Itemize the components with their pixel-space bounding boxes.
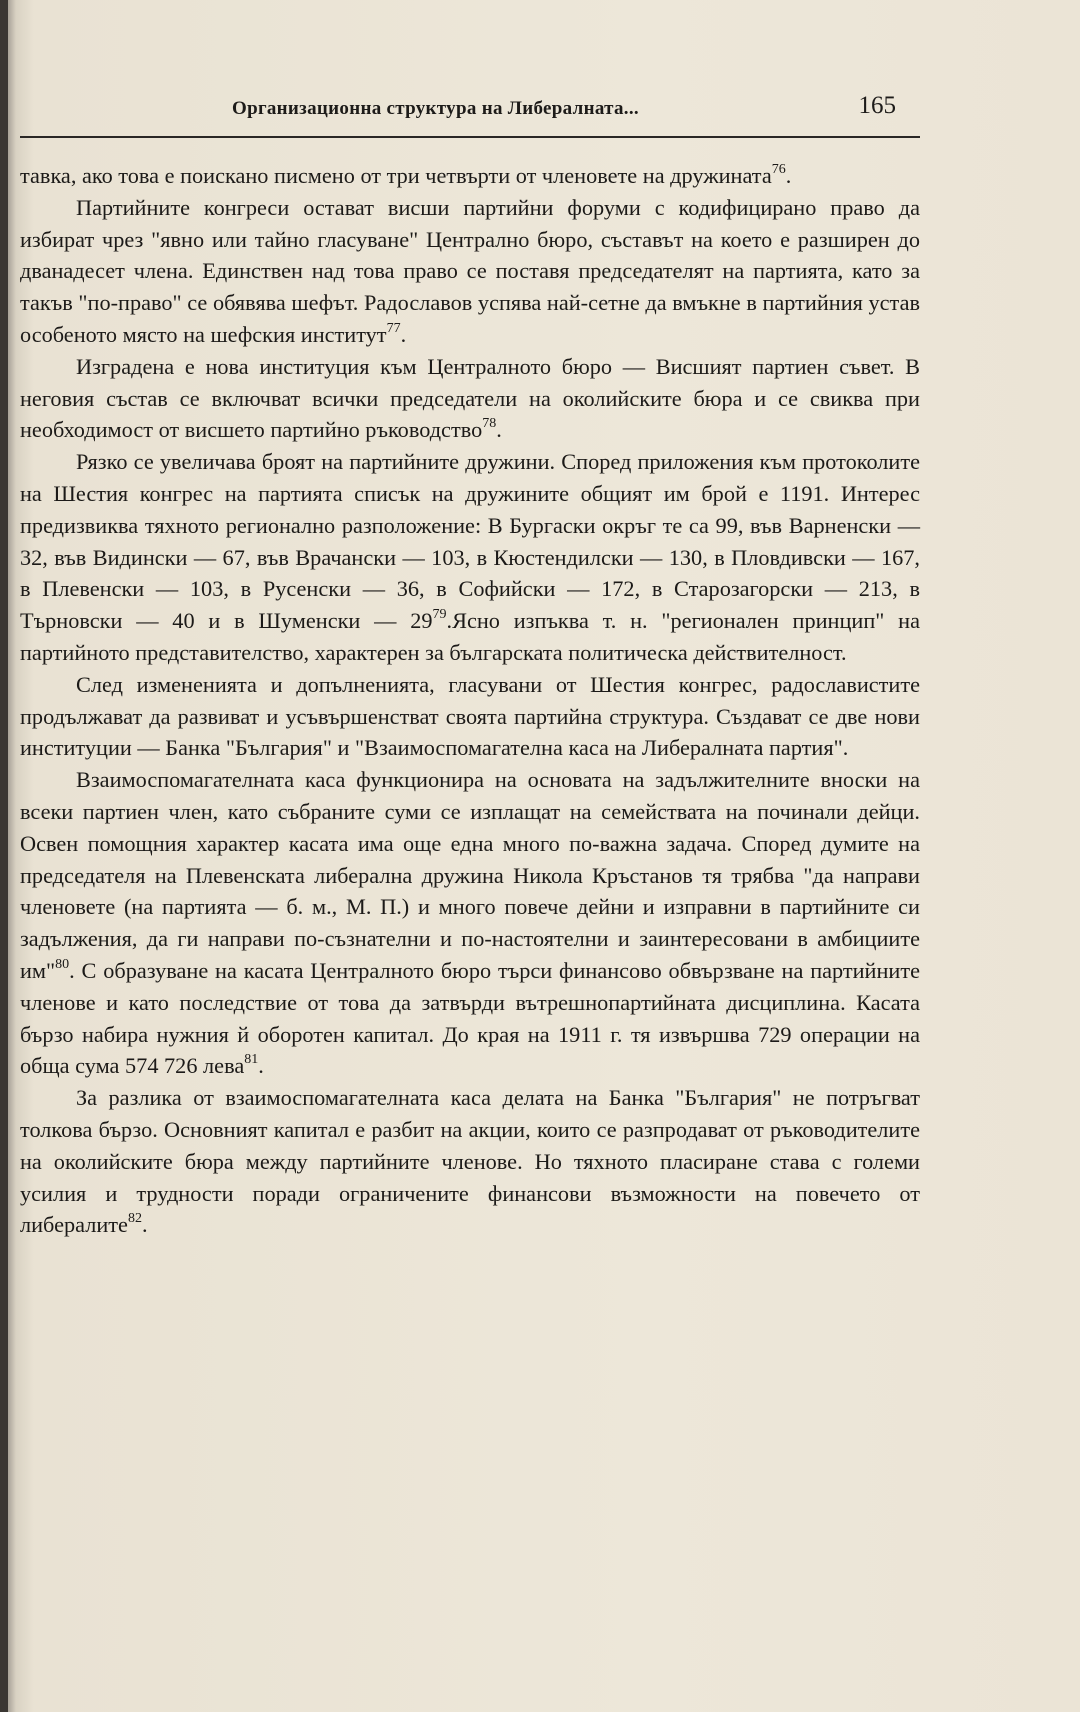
running-header <box>20 92 920 138</box>
paragraph-3: Изградена е нова институция към Централното бюро — Висшият партиен съвет. В неговия състав се включват всички председатели на околийските бюра и се свиква при необходимост от висшето партийно ръководство$^{78}$. <box>20 353 920 443</box>
page-number: 165 <box>858 92 896 119</box>
paragraph-7: За разлика от взаимоспомагателната каса делата на Банка "България" не потръгват толкова бързо. Основният капитал е разбит на акции, които се разпродават от ръководителите на околийските бюра между партийните членове. Но тяхното пласиране става с големи усилия и трудности поради ограничените финансови възможности на повечето от либералите$^{82}$. <box>20 1085 920 1238</box>
footnote-ref-77: 77 <box>386 321 401 337</box>
paragraph-2: Партийните конгреси остават висши партийни форуми с кодифицирано право да избират чрез "явно или тайно гласуване" Централно бюро, съставът на което е разширен до дванадесет члена. Единствен над това право се поставя председателят на партията, като за такъв "по-право" се обявява шефът. Радославов успява най-сетне да вмъкне в партийния устав особеното място на шефския институт$^{77}$. <box>20 194 920 347</box>
body-text <box>20 160 920 1241</box>
paragraph-6: Взаимоспомагателната каса функционира на основата на задължителните вноски на всеки партиен член, като събраните суми се изплащат на семействата на починали дейци. Освен помощния характер касата има още една много по-важна задача. Според думите на председателя на Плевенската либерална дружина Никола Кръстанов тя трябва "да направи членовете (на партията — б. м., М. П.) и много повече дейни и изправни в партийните си задължения, да ги направи по-съзнателни и по-настоятелни и заинтересовани в амбициите им"$^{80}$. С образуване на касата Централното бюро търси финансово обвързване на партийните членове и като последствие от това да затвърди вътрешнопартийната дисциплина. Касата бързо набира нужния й оборотен капитал. До края на 1911 г. тя извършва 729 операции на обща сума 574 726 лева$^{81}$. <box>20 767 920 1079</box>
paragraph-4: Рязко се увеличава броят на партийните дружини. Според приложения към протоколите на Шестия конгрес на партията списък на дружините общият им брой е 1191. Интерес предизвиква тяхното регионално разположение: В Бургаски окръг те са 99, във Варненски — 32, във Видински — 67, във Врачански — 103, в Кюстендилски — 130, в Пловдивски — 167, в Плевенски — 103, в Русенски — 36, в Софийски — 172, в Старозагорски — 213, в Търновски — 40 и в Шуменски — $29^{79}.Ясно$ изпъква т. н. "регионален принцип" на партийното представителство, характерен за българската политическа действителност. <box>20 449 920 665</box>
running-title: Организационна структура на Либералната... <box>232 98 639 119</box>
paragraph-5: След измененията и допълненията, гласувани от Шестия конгрес, радославистите продължават да развиват и усъвършенстват своята партийна структура. Създават се две нови институции — Банка "България" и "Взаимоспомагателна каса на Либералната партия". <box>20 671 920 761</box>
footnote-ref-80: 80 <box>55 957 70 973</box>
book-spine-shadow <box>0 0 8 1712</box>
footnote-ref-82: 82 <box>127 1211 142 1227</box>
footnote-ref-76: 76 <box>771 162 786 178</box>
footnote-ref-78: 78 <box>482 416 497 432</box>
footnote-ref-81: 81 <box>244 1052 259 1068</box>
paragraph-1: тавка, ако това е поискано писмено от три четвърти от членовете на дружината$^{76}$. <box>20 162 792 188</box>
footnote-ref-79: 79 <box>432 607 447 623</box>
